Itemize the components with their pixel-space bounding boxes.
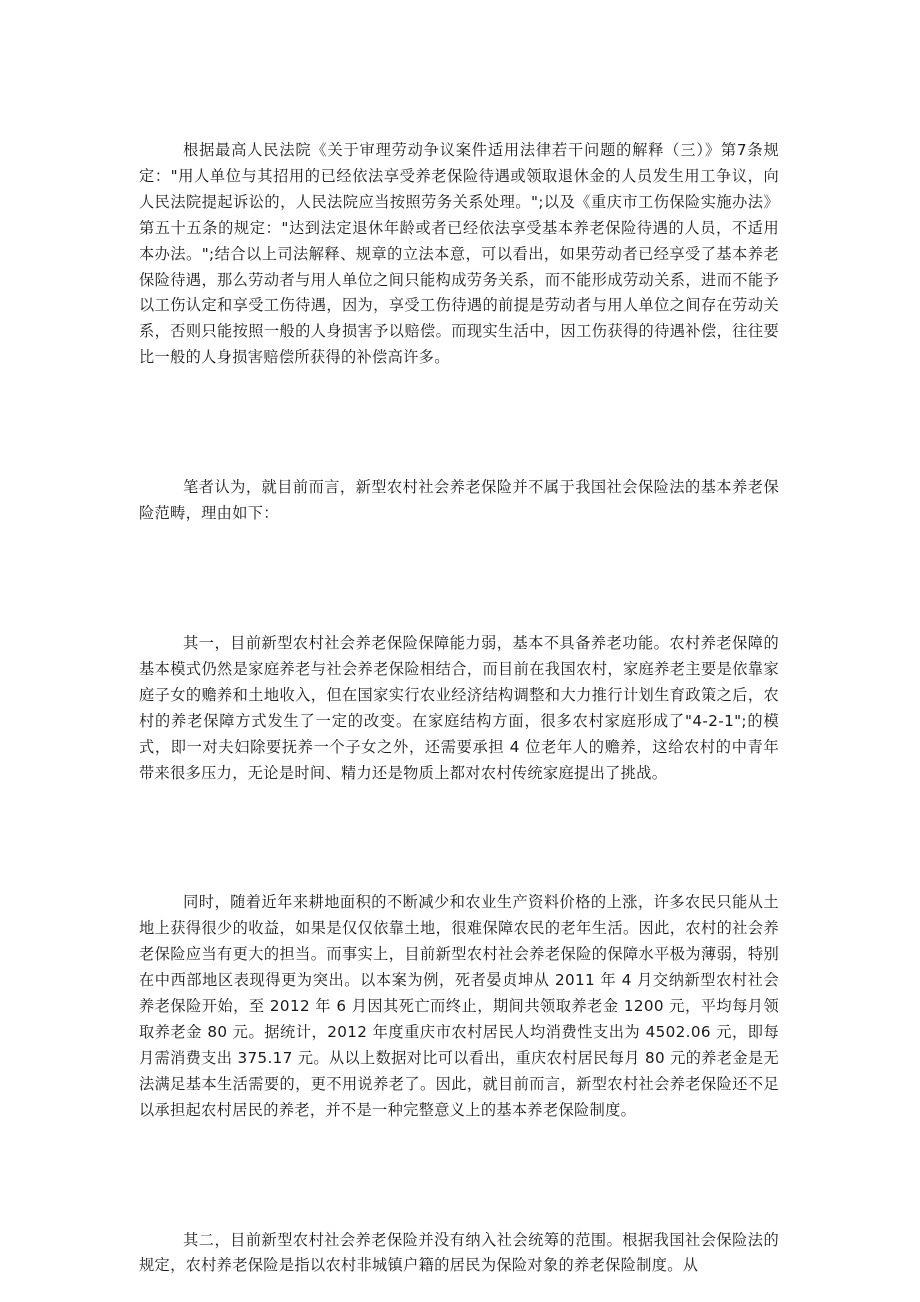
paragraph-reason-one-continued: 同时，随着近年来耕地面积的不断减少和农业生产资料价格的上涨，许多农民只能从土地上获得很少的收益，如果是仅仅依靠土地，很难保障农民的老年生活。因此，农村的社会养老保险应当有更大的担当。而事实上，目前新型农村社会养老保险的保障水平极为薄弱，特别在中西部地区表现得更为突出。以本案为例，死者晏贞坤从 2011 年 4 月交纳新型农村社会养老保险开始，至 2012 年 6 月因其死亡而终止，期间共领取养老金 1200 元，平均每月领取养老金 80 元。据统计，2012 年度重庆市农村居民人均消费性支出为 4502.06 元，即每月需消费支出 375.17 元。从以上数据对比可以看出，重庆农村居民每月 80 元的养老金是无法满足基本生活需要的，更不用说养老了。因此，就目前而言，新型农村社会养老保险还不足以承担起农村居民的养老，并不是一种完整意义上的基本养老保险制度。 <box>139 893 779 1119</box>
paragraph-reason-two: 其二，目前新型农村社会养老保险并没有纳入社会统筹的范围。根据我国社会保险法的规定，农村养老保险是指以农村非城镇户籍的居民为保险对象的养老保险制度。从 <box>139 1230 779 1275</box>
paragraph-reason-one: 其一，目前新型农村社会养老保险保障能力弱，基本不具备养老功能。农村养老保障的基本模式仍然是家庭养老与社会养老保险相结合，而目前在我国农村，家庭养老主要是依靠家庭子女的赡养和土地收入，但在国家实行农业经济结构调整和大力推行计划生育政策之后，农村的养老保障方式发生了一定的改变。在家庭结构方面，很多农村家庭形成了"4-2-1";的模式，即一对夫妇除要抚养一个子女之外，还需要承担 4 位老年人的赡养，这给农村的中青年带来很多压力，无论是时间、精力还是物质上都对农村传统家庭提出了挑战。 <box>139 633 779 782</box>
paragraph-author-opinion: 笔者认为，就目前而言，新型农村社会养老保险并不属于我国社会保险法的基本养老保险范畴，理由如下： <box>139 478 779 523</box>
document-body <box>139 138 779 1279</box>
paragraph-judicial-interpretation: 根据最高人民法院《关于审理劳动争议案件适用法律若干问题的解释（三）》第7条规定："用人单位与其招用的已经依法享受养老保险待遇或领取退休金的人员发生用工争议，向人民法院提起诉讼的，人民法院应当按照劳务关系处理。";以及《重庆市工伤保险实施办法》第五十五条的规定："达到法定退休年龄或者已经依法享受基本养老保险待遇的人员，不适用本办法。";结合以上司法解释、规章的立法本意，可以看出，如果劳动者已经享受了基本养老保险待遇，那么劳动者与用人单位之间只能构成劳务关系，而不能形成劳动关系，进而不能予以工伤认定和享受工伤待遇，因为，享受工伤待遇的前提是劳动者与用人单位之间存在劳动关系，否则只能按照一般的人身损害予以赔偿。而现实生活中，因工伤获得的待遇补偿，往往要比一般的人身损害赔偿所获得的补偿高许多。 <box>139 141 779 367</box>
